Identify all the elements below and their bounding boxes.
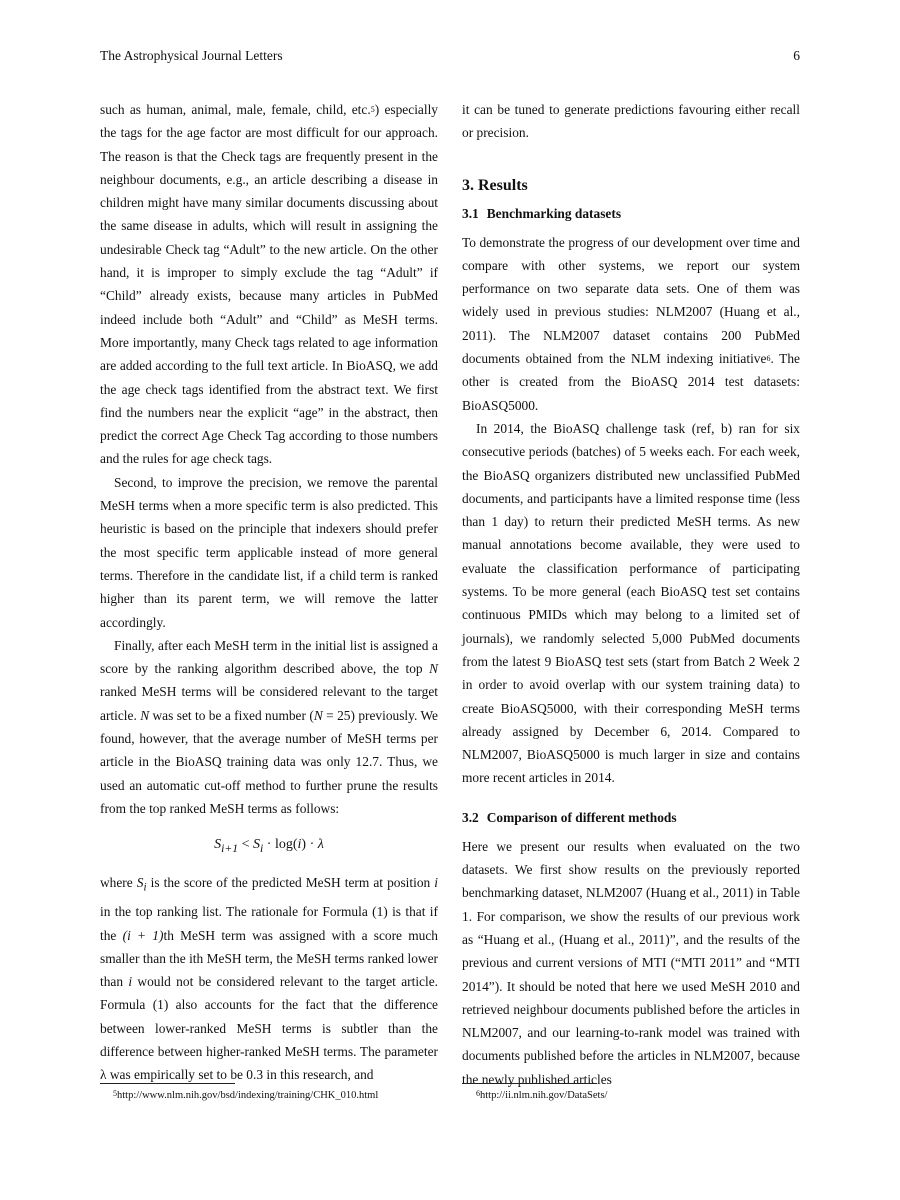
journal-title: The Astrophysical Journal Letters bbox=[100, 48, 283, 63]
text-run: th MeSH term was assigned with a score much smaller than the ith MeSH term, the MeSH terms ranked lower than bbox=[100, 927, 438, 990]
math-var: S bbox=[253, 837, 261, 853]
footnote-mark: 6 bbox=[476, 1089, 480, 1098]
math-op: · bbox=[263, 837, 275, 853]
paragraph-recall-precision: it can be tuned to generate predictions favouring either recall or precision. bbox=[462, 102, 800, 141]
paragraph-cutoff bbox=[100, 634, 438, 820]
math-var: S bbox=[214, 837, 222, 853]
subsection-number: 3.2 bbox=[462, 809, 479, 825]
left-column bbox=[100, 98, 438, 1087]
math-func: log( bbox=[274, 837, 298, 853]
footnote-url[interactable]: http://ii.nlm.nih.gov/DataSets/ bbox=[480, 1090, 608, 1101]
cutoff-formula bbox=[100, 833, 438, 860]
right-column bbox=[462, 98, 800, 1091]
paragraph-bioasq-challenge: In 2014, the BioASQ challenge task (ref, b) ran for six consecutive periods (batches) of 5 weeks each. For each week, the BioASQ organizers distributed new unclassified PubMed documents, and participants have a limited response time (less than 1 day) to return their predicted MeSH terms. As new manual annotations become available, they were used to evaluate the classification performance of participating systems. To be more general (each BioASQ test set contains continuous PMIDs which may belong to a limited set of journals), we randomly selected 5,000 PubMed documents from the latest 9 BioASQ test sets (start from Batch 2 Week 2 in order to avoid overlap with our system training data) to create BioASQ5000, with their corresponding MeSH terms already assigned by December 6, 2014. Compared to NLM2007, BioASQ5000 is much larger in size and contains more recent articles in 2014. bbox=[462, 420, 800, 786]
text-run: would not be considered relevant to the target article. Formula (1) also accounts for the fact that the difference between lower-ranked MeSH terms is subtler than the difference between higher-ranked MeSH terms. The parameter λ was empirically set to be 0.3 in this research, and bbox=[100, 974, 438, 1083]
footnote-divider bbox=[462, 1083, 597, 1084]
math-op: < bbox=[238, 837, 254, 853]
footnote-url[interactable]: http://www.nlm.nih.gov/bsd/indexing/training/CHK_010.html bbox=[117, 1090, 379, 1101]
math-subscript: i bbox=[143, 881, 147, 894]
text-run: = 25) previously. We found, however, that the average number of MeSH terms per article in the BioASQ training data was only 12.7. Thus, we used an automatic cut-off method to further prune the results from the top ranked MeSH terms as follows: bbox=[100, 707, 438, 816]
subsection-title: Benchmarking datasets bbox=[486, 205, 622, 221]
math-var: i bbox=[434, 875, 438, 891]
math-var: (i + 1) bbox=[122, 927, 164, 943]
text-run: Finally, after each MeSH term in the initial list is assigned a score by the ranking algorithm described above, the top bbox=[100, 637, 438, 677]
footnote-5 bbox=[113, 1089, 378, 1103]
footnote-6 bbox=[476, 1089, 607, 1103]
page-number: 6 bbox=[793, 48, 800, 63]
text-run: such as human, animal, male, female, child, etc. bbox=[100, 102, 371, 117]
running-header bbox=[100, 48, 800, 68]
subsection-number: 3.1 bbox=[462, 205, 479, 221]
text-run: in the top ranking list. The rationale for Formula (1) is that if the bbox=[100, 904, 438, 943]
section-heading-results: 3. Results bbox=[462, 176, 528, 194]
subsection-heading-benchmarking bbox=[462, 204, 800, 224]
text-run: ranked MeSH terms will be considered relevant to the target article. bbox=[100, 684, 438, 723]
math-var: N bbox=[140, 707, 150, 723]
math-var: i bbox=[128, 974, 133, 990]
math-var: N bbox=[313, 707, 323, 723]
text-run: was set to be a fixed number ( bbox=[149, 707, 314, 723]
subsection-heading-comparison bbox=[462, 808, 800, 828]
text-run: ) especially the tags for the age factor are most difficult for our approach. The reason is that the Check tags are frequently present in the neighbour documents, e.g., an article describing a disease in children might have many similar documents discussing about the same disease in adults, which will result in assigning the undesirable Check tag “Adult” to the new article. On the other hand, it is improper to simply exclude the tag “Adult” if “Child” already exists, because many articles in PubMed indeed include both “Adult” and “Child” as MeSH terms. More importantly, many Check tags related to age information are added according to the full text article. In BioASQ, we add the age check tags identified from the abstract text. We first find the numbers near the explicit “age” in the abstract, then predict the correct Age Check Tag according to those numbers and the rules for age check tags. bbox=[100, 102, 438, 467]
footnote-divider bbox=[100, 1083, 235, 1084]
math-var: N bbox=[429, 661, 438, 677]
paragraph-datasets bbox=[462, 231, 800, 417]
footnote-mark: 6 bbox=[766, 354, 771, 364]
math-var: S bbox=[136, 875, 144, 891]
text-run: where bbox=[100, 875, 137, 891]
paragraph-formula-rationale bbox=[100, 871, 438, 1086]
math-var: i bbox=[297, 837, 302, 853]
math-op: · bbox=[306, 837, 318, 853]
text-run: To demonstrate the progress of our development over time and compare with other systems, we report our system performance on two separate data sets. One of them was widely used in previous studies: NLM2007 (Huang et al., 2011). The NLM2007 dataset contains 200 PubMed documents obtained from the NLM indexing initiative bbox=[462, 234, 800, 367]
subsection-title: Comparison of different methods bbox=[486, 809, 677, 825]
math-var: λ bbox=[317, 837, 324, 853]
paragraph-parental-terms: Second, to improve the precision, we remove the parental MeSH terms when a more specific term is also predicted. This heuristic is based on the principle that indexers should prefer the most specific term applicable instead of more general terms. Therefore in the candidate list, if a child term is ranked higher than its parent term, we will remove the latter accordingly. bbox=[100, 474, 438, 630]
paragraph-check-tags bbox=[100, 98, 438, 471]
footnote-mark: 5 bbox=[370, 105, 375, 114]
math-subscript: i bbox=[260, 842, 264, 855]
math-subscript: i+1 bbox=[221, 842, 239, 855]
math-op: ) bbox=[301, 837, 307, 853]
paragraph-comparison: Here we present our results when evaluated on the two datasets. We first show results on the previously reported benchmarking dataset, NLM2007 (Huang et al., 2011) in Table 1. For comparison, we show the results of our previous work as “Huang et al., (Huang et al., 2011)”, and the results of the previous and current versions of MTI (“MTI 2011” and “MTI 2014”). It should be noted that here we used MeSH 2010 and retrieved neighbour documents published before the articles in NLM2007, and our learning-to-rank model was trained with documents published before the articles in NLM2007, because the newly published articles bbox=[462, 838, 800, 1087]
footnote-mark: 5 bbox=[113, 1089, 117, 1098]
text-run: is the score of the predicted MeSH term at position bbox=[146, 875, 435, 891]
text-run: . The other is created from the BioASQ 2014 test datasets: BioASQ5000. bbox=[462, 351, 800, 413]
